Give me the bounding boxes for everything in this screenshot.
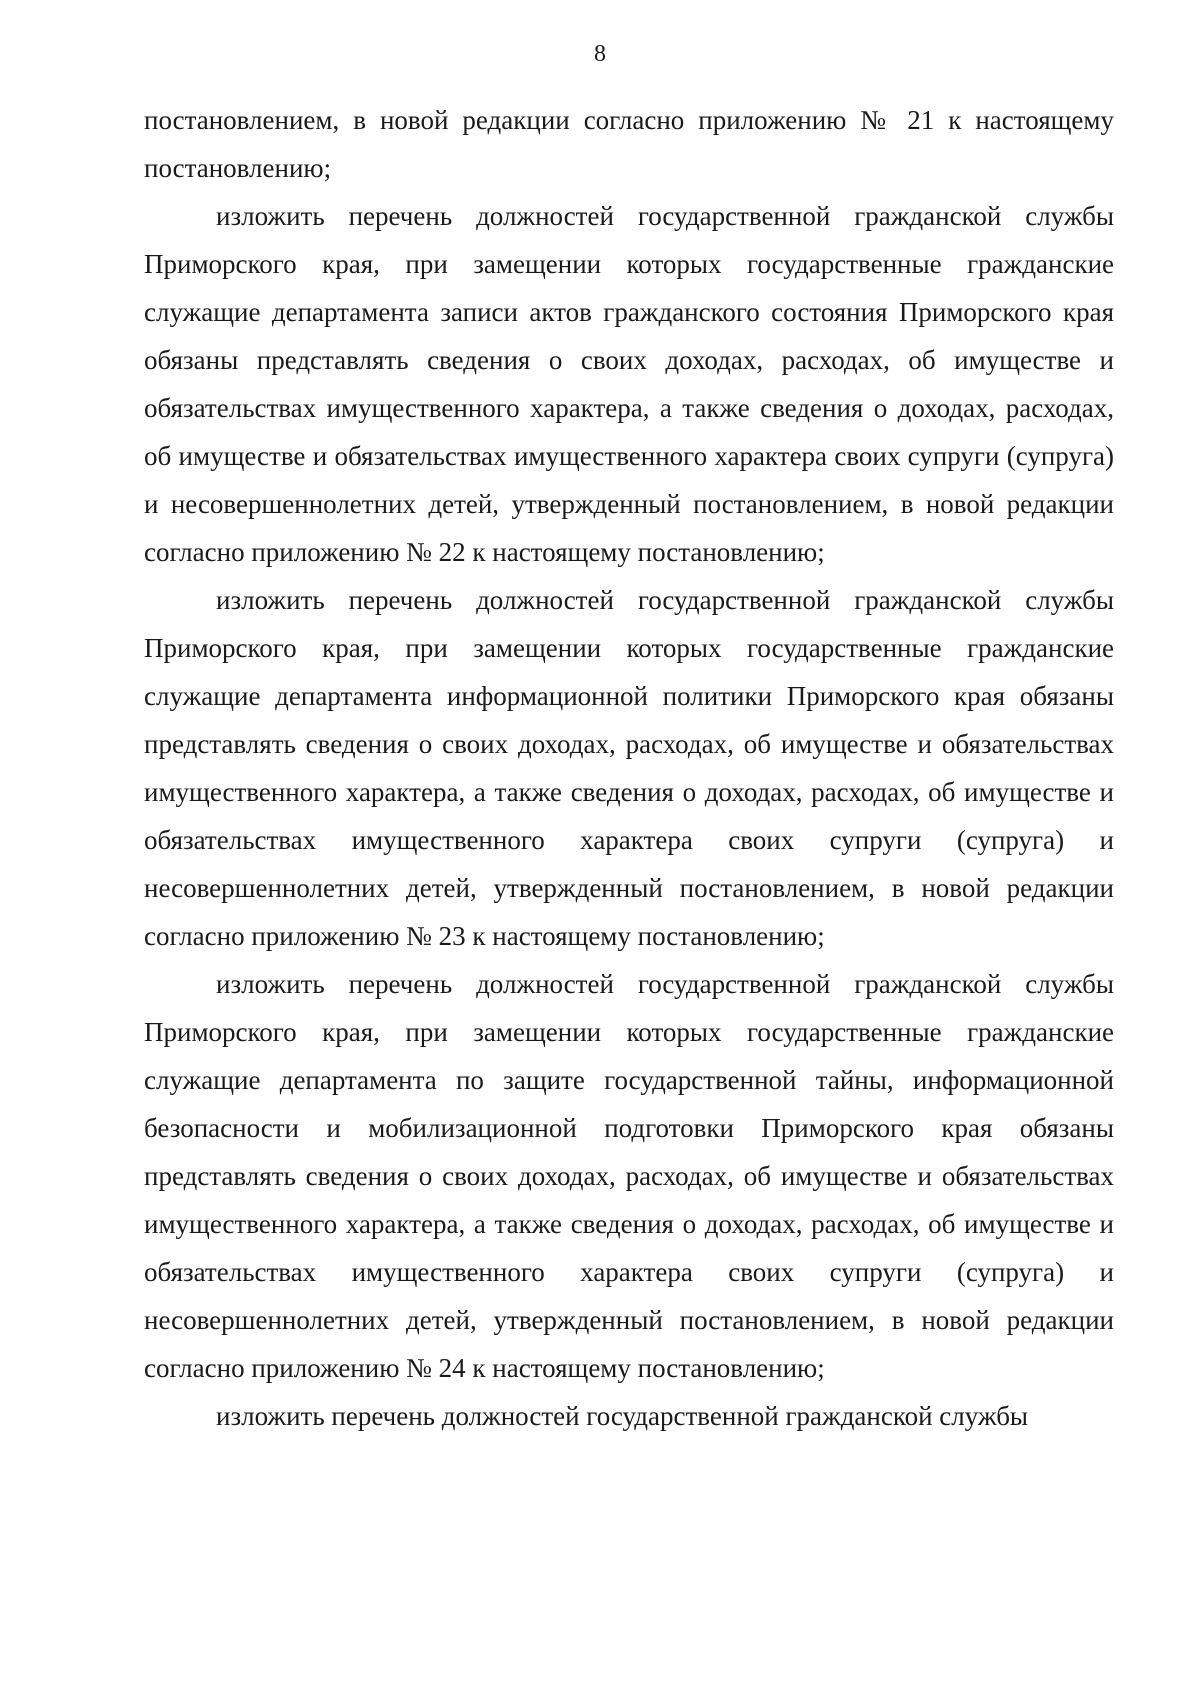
paragraph-appendix-21-end: постановлением, в новой редакции согласно приложению № 21 к настоящему постановлению; — [144, 105, 1114, 183]
paragraph-appendix-24: изложить перечень должностей государственной гражданской службы Приморского края, при замещении которых государственные гражданские служащие департамента по защите государственной тайны, информационной безопасности и мобилизационной подготовки Приморского края обязаны представлять сведения о своих доходах, расходах, об имуществе и обязательствах имущественного характера, а также сведения о доходах, расходах, об имуществе и обязательствах имущественного характера своих супруги (супруга) и несовершеннолетних детей, утвержденный постановлением, в новой редакции согласно приложению № 24 к настоящему постановлению; — [144, 969, 1114, 1383]
paragraph-appendix-22: изложить перечень должностей государственной гражданской службы Приморского края, при замещении которых государственные гражданские служащие департамента записи актов гражданского состояния Приморского края обязаны представлять сведения о своих доходах, расходах, об имуществе и обязательствах имущественного характера, а также сведения о доходах, расходах, об имуществе и обязательствах имущественного характера своих супруги (супруга) и несовершеннолетних детей, утвержденный постановлением, в новой редакции согласно приложению № 22 к настоящему постановлению; — [144, 201, 1114, 567]
page-number: 8 — [594, 41, 606, 67]
paragraph-appendix-23: изложить перечень должностей государственной гражданской службы Приморского края, при замещении которых государственные гражданские служащие департамента информационной политики Приморского края обязаны представлять сведения о своих доходах, расходах, об имуществе и обязательствах имущественного характера, а также сведения о доходах, расходах, об имуществе и обязательствах имущественного характера своих супруги (супруга) и несовершеннолетних детей, утвержденный постановлением, в новой редакции согласно приложению № 23 к настоящему постановлению; — [144, 585, 1114, 951]
paragraph-next-start: изложить перечень должностей государственной гражданской службы — [216, 1401, 1029, 1431]
document-body — [144, 96, 1114, 1440]
